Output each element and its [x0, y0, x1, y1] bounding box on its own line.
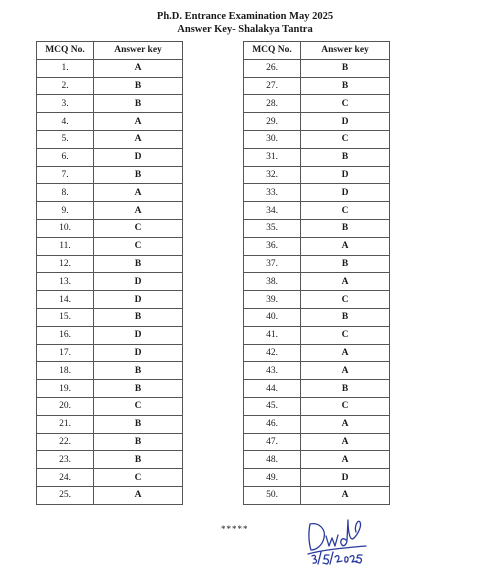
answer-letter: B: [94, 166, 183, 184]
mcq-number: 17.: [37, 344, 94, 362]
table-row: [37, 202, 183, 220]
handwritten-signature: [302, 514, 372, 566]
answer-letter: A: [94, 486, 183, 504]
table-row: [244, 166, 390, 184]
table-row: [244, 469, 390, 487]
answer-letter: B: [94, 362, 183, 380]
table-row: [244, 95, 390, 113]
answer-letter: C: [94, 397, 183, 415]
table-row: [37, 344, 183, 362]
answer-letter: D: [94, 344, 183, 362]
table-row: [244, 255, 390, 273]
answer-letter: C: [301, 130, 390, 148]
mcq-number: 48.: [244, 451, 301, 469]
table-row: [244, 308, 390, 326]
table-row: [244, 344, 390, 362]
mcq-number: 31.: [244, 148, 301, 166]
mcq-number: 19.: [37, 380, 94, 398]
mcq-number: 34.: [244, 202, 301, 220]
table-row: [244, 202, 390, 220]
mcq-number: 37.: [244, 255, 301, 273]
table-row: [37, 291, 183, 309]
table-row: [244, 291, 390, 309]
table-row: [37, 255, 183, 273]
mcq-number: 8.: [37, 184, 94, 202]
answer-letter: C: [94, 219, 183, 237]
table-row: [244, 184, 390, 202]
mcq-number: 18.: [37, 362, 94, 380]
answer-letter: B: [301, 59, 390, 77]
table-row: [244, 219, 390, 237]
table-row: [244, 380, 390, 398]
answer-letter: B: [94, 451, 183, 469]
mcq-number: 23.: [37, 451, 94, 469]
table-row: [244, 451, 390, 469]
mcq-number: 12.: [37, 255, 94, 273]
subject-title: Answer Key- Shalakya Tantra: [177, 24, 313, 35]
answer-letter: D: [94, 291, 183, 309]
answer-letter: C: [301, 95, 390, 113]
table-row: [244, 148, 390, 166]
table-row: [37, 166, 183, 184]
mcq-number: 43.: [244, 362, 301, 380]
table-row: [37, 59, 183, 77]
mcq-number: 6.: [37, 148, 94, 166]
answer-letter: D: [301, 469, 390, 487]
table-row: [244, 237, 390, 255]
answer-letter: B: [94, 415, 183, 433]
table-row: [37, 469, 183, 487]
answer-letter: C: [94, 237, 183, 255]
mcq-number: 35.: [244, 219, 301, 237]
mcq-number: 14.: [37, 291, 94, 309]
table-row: [37, 451, 183, 469]
table-row: [37, 380, 183, 398]
mcq-number: 27.: [244, 77, 301, 95]
mcq-number: 32.: [244, 166, 301, 184]
exam-title: Ph.D. Entrance Examination May 2025: [156, 11, 334, 22]
answer-key-header: Answer key: [94, 42, 183, 60]
mcq-number: 47.: [244, 433, 301, 451]
mcq-number: 4.: [37, 113, 94, 131]
answer-key-header: Answer key: [301, 42, 390, 60]
mcq-number: 7.: [37, 166, 94, 184]
mcq-number: 5.: [37, 130, 94, 148]
end-marker: *****: [221, 524, 249, 534]
table-row: [37, 219, 183, 237]
mcq-number: 24.: [37, 469, 94, 487]
table-row: [244, 130, 390, 148]
answer-letter: A: [94, 184, 183, 202]
table-row: [37, 184, 183, 202]
mcq-number: 28.: [244, 95, 301, 113]
table-row: [244, 486, 390, 504]
table-row: [37, 273, 183, 291]
mcq-number: 10.: [37, 219, 94, 237]
table-row: [37, 77, 183, 95]
table-row: [37, 433, 183, 451]
answer-letter: A: [301, 237, 390, 255]
answer-letter: B: [301, 219, 390, 237]
answer-letter: B: [301, 77, 390, 95]
table-row: [244, 362, 390, 380]
mcq-number: 49.: [244, 469, 301, 487]
answer-letter: D: [94, 273, 183, 291]
answer-letter: D: [301, 184, 390, 202]
table-header-row: [37, 42, 183, 60]
answer-letter: C: [301, 291, 390, 309]
answer-letter: A: [301, 486, 390, 504]
answer-letter: A: [301, 362, 390, 380]
mcq-number: 9.: [37, 202, 94, 220]
mcq-number: 21.: [37, 415, 94, 433]
mcq-no-header: MCQ No.: [244, 42, 301, 60]
mcq-no-header: MCQ No.: [37, 42, 94, 60]
table-header-row: [244, 42, 390, 60]
table-row: [37, 308, 183, 326]
answer-letter: D: [301, 166, 390, 184]
table-row: [37, 237, 183, 255]
table-row: [37, 148, 183, 166]
mcq-number: 22.: [37, 433, 94, 451]
answer-letter: B: [301, 255, 390, 273]
mcq-number: 50.: [244, 486, 301, 504]
mcq-number: 2.: [37, 77, 94, 95]
table-row: [244, 59, 390, 77]
table-row: [37, 130, 183, 148]
answer-table-right: [243, 41, 390, 505]
table-row: [37, 486, 183, 504]
mcq-number: 40.: [244, 308, 301, 326]
mcq-number: 11.: [37, 237, 94, 255]
table-row: [244, 77, 390, 95]
mcq-number: 36.: [244, 237, 301, 255]
mcq-number: 41.: [244, 326, 301, 344]
table-row: [37, 113, 183, 131]
mcq-number: 29.: [244, 113, 301, 131]
answer-letter: D: [94, 326, 183, 344]
mcq-number: 38.: [244, 273, 301, 291]
table-row: [37, 95, 183, 113]
answer-letter: D: [94, 148, 183, 166]
answer-letter: A: [301, 451, 390, 469]
answer-letter: C: [94, 469, 183, 487]
answer-letter: A: [94, 59, 183, 77]
answer-letter: D: [301, 113, 390, 131]
answer-table-left: [36, 41, 183, 505]
mcq-number: 13.: [37, 273, 94, 291]
answer-letter: B: [94, 77, 183, 95]
table-row: [244, 113, 390, 131]
table-row: [37, 362, 183, 380]
table-row: [37, 326, 183, 344]
mcq-number: 26.: [244, 59, 301, 77]
table-row: [244, 415, 390, 433]
mcq-number: 15.: [37, 308, 94, 326]
mcq-number: 30.: [244, 130, 301, 148]
answer-letter: B: [94, 95, 183, 113]
mcq-number: 39.: [244, 291, 301, 309]
answer-letter: B: [301, 148, 390, 166]
mcq-number: 16.: [37, 326, 94, 344]
answer-letter: A: [94, 202, 183, 220]
answer-letter: C: [301, 326, 390, 344]
mcq-number: 25.: [37, 486, 94, 504]
table-row: [37, 397, 183, 415]
answer-letter: B: [94, 308, 183, 326]
answer-letter: B: [301, 308, 390, 326]
answer-letter: B: [94, 433, 183, 451]
answer-letter: A: [94, 113, 183, 131]
table-row: [244, 397, 390, 415]
answer-letter: C: [301, 397, 390, 415]
answer-letter: B: [94, 255, 183, 273]
mcq-number: 44.: [244, 380, 301, 398]
mcq-number: 20.: [37, 397, 94, 415]
answer-letter: A: [94, 130, 183, 148]
answer-letter: A: [301, 433, 390, 451]
table-row: [244, 273, 390, 291]
mcq-number: 45.: [244, 397, 301, 415]
mcq-number: 33.: [244, 184, 301, 202]
mcq-number: 1.: [37, 59, 94, 77]
table-row: [244, 326, 390, 344]
answer-letter: B: [301, 380, 390, 398]
mcq-number: 3.: [37, 95, 94, 113]
answer-letter: A: [301, 415, 390, 433]
table-row: [37, 415, 183, 433]
answer-letter: A: [301, 273, 390, 291]
mcq-number: 46.: [244, 415, 301, 433]
answer-letter: B: [94, 380, 183, 398]
mcq-number: 42.: [244, 344, 301, 362]
table-row: [244, 433, 390, 451]
answer-letter: C: [301, 202, 390, 220]
answer-letter: A: [301, 344, 390, 362]
